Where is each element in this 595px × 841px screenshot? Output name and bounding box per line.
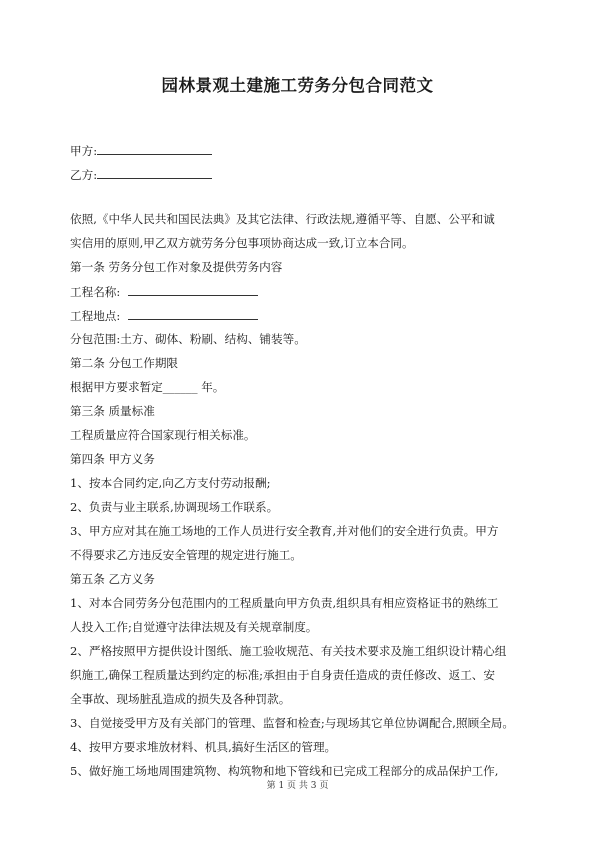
text-line: 分包范围:土方、砌体、粉刷、结构、铺装等。 bbox=[70, 332, 306, 346]
text-line: 1、对本合同劳务分包范围内的工程质量向甲方负责,组织具有相应资格证书的熟练工 bbox=[70, 596, 499, 610]
text-line: 人投入工作;自觉遵守法律法规及有关规章制度。 bbox=[70, 620, 318, 634]
project-name-line bbox=[70, 284, 530, 299]
project-location-label: 工程地点: bbox=[70, 309, 121, 323]
text-line: 全事故、现场脏乱造成的损失及各种罚款。 bbox=[70, 692, 291, 706]
text-line: 不得要求乙方违反安全管理的规定进行施工。 bbox=[70, 548, 302, 562]
article-heading: 第四条 甲方义务 bbox=[70, 452, 155, 466]
project-location-blank bbox=[128, 308, 258, 320]
project-name-blank bbox=[128, 284, 258, 296]
party-a-label: 甲方: bbox=[70, 144, 98, 158]
article-heading: 第一条 劳务分包工作对象及提供劳务内容 bbox=[70, 260, 283, 274]
text-line: 3、自觉接受甲方及有关部门的管理、监督和检查;与现场其它单位协调配合,照顾全局。 bbox=[70, 716, 514, 730]
text-line: 实信用的原则,甲乙双方就劳务分包事项协商达成一致,订立本合同。 bbox=[70, 236, 414, 250]
party-b-blank bbox=[97, 167, 212, 179]
text-line: 2、严格按照甲方提供设计图纸、施工验收规范、有关技术要求及施工组织设计精心组 bbox=[70, 644, 507, 658]
text-line: 1、按本合同约定,向乙方支付劳动报酬; bbox=[70, 476, 271, 490]
article-heading: 第三条 质量标准 bbox=[70, 404, 155, 418]
project-location-line bbox=[70, 308, 530, 323]
article-heading: 第五条 乙方义务 bbox=[70, 572, 155, 586]
party-b-label: 乙方: bbox=[70, 168, 98, 182]
article-heading: 第二条 分包工作期限 bbox=[70, 356, 179, 370]
project-name-label: 工程名称: bbox=[70, 285, 121, 299]
text-line: 工程质量应符合国家现行相关标准。 bbox=[70, 428, 256, 442]
text-line: 依照,《中华人民共和国民法典》及其它法律、行政法规,遵循平等、自愿、公平和诚 bbox=[70, 212, 495, 226]
text-line: 3、甲方应对其在施工场地的工作人员进行安全教育,并对他们的安全进行负责。甲方 bbox=[70, 524, 499, 538]
party-b-line bbox=[70, 167, 530, 182]
document-title: 园林景观土建施工劳务分包合同范文 bbox=[161, 76, 434, 95]
text-line: 4、按甲方要求堆放材料、机具,搞好生活区的管理。 bbox=[70, 740, 337, 754]
text-line: 5、做好施工场地周围建筑物、构筑物和地下管线和已完成工程部分的成品保护工作, bbox=[70, 764, 499, 778]
party-a-line bbox=[70, 143, 530, 158]
text-line: 2、负责与业主联系,协调现场工作联系。 bbox=[70, 500, 279, 514]
party-a-blank bbox=[97, 143, 212, 155]
text-line: 织施工,确保工程质量达到约定的标准;承担由于自身责任造成的责任修改、返工、安 bbox=[70, 668, 495, 682]
text-line: 根据甲方要求暂定______ 年。 bbox=[70, 380, 225, 394]
page-footer: 第 1 页 共 3 页 bbox=[266, 781, 329, 791]
